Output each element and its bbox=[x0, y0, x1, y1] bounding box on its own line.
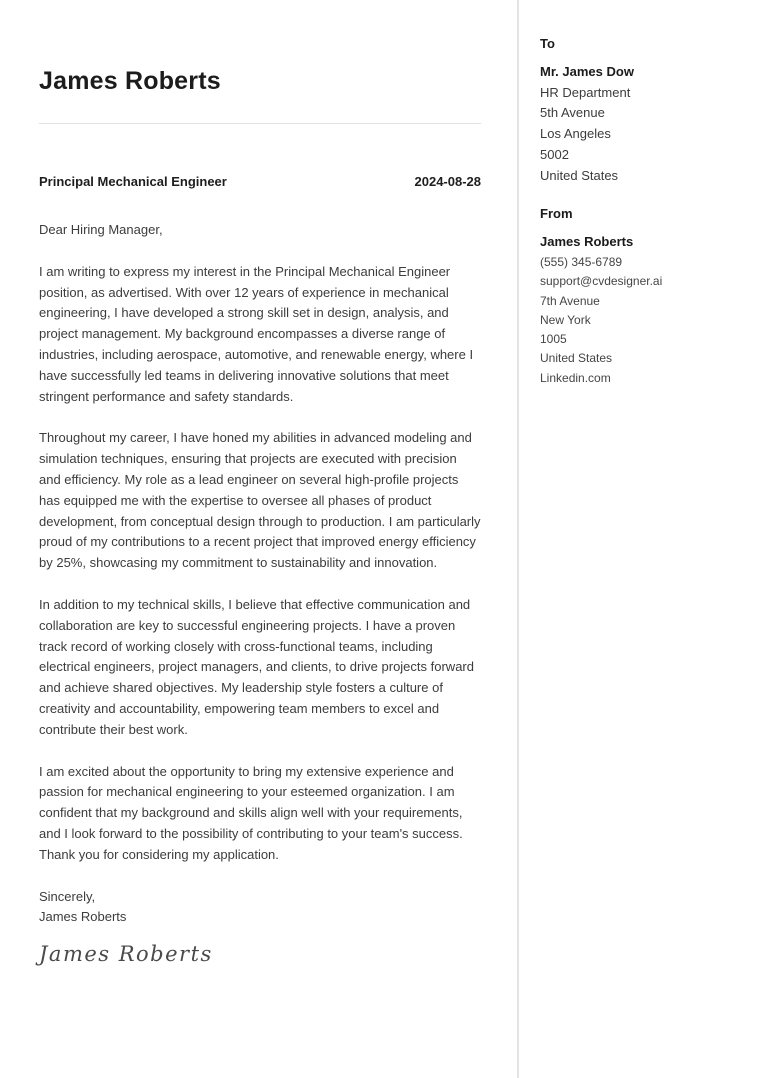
body-paragraph-3: In addition to my technical skills, I believe that effective communication and collaboration are key to successful engineering projects. I have a proven track record of working closely with cross-functional teams, including electrical engineers, project managers, and clients, to drive projects forward and achieve shared objectives. My leadership style fosters a culture of creativity and accountability, empowering team members to excel and contribute their best work. bbox=[39, 596, 474, 737]
header-divider bbox=[39, 123, 481, 124]
sender-section bbox=[540, 203, 755, 388]
letter-main bbox=[39, 0, 481, 966]
contact-sidebar bbox=[540, 33, 755, 388]
sender-postcode: 1005 bbox=[540, 332, 567, 347]
sidebar-divider bbox=[517, 0, 519, 1078]
to-label: To bbox=[540, 36, 555, 51]
meta-row bbox=[39, 171, 481, 192]
sender-city: New York bbox=[540, 312, 591, 327]
body-paragraph-1: I am writing to express my interest in the Principal Mechanical Engineer position, as advertised. With over 12 years of experience in mechanical engineering, I have developed a strong skill set in design, analysis, and project management. My background encompasses a diverse range of industries, including aerospace, automotive, and renewable energy, where I have successfully led teams in delivering innovative solutions that meet stringent performance and safety standards. bbox=[39, 263, 474, 404]
recipient-department: HR Department bbox=[540, 84, 631, 100]
recipient-name: Mr. James Dow bbox=[540, 64, 634, 79]
candidate-name: James Roberts bbox=[39, 67, 221, 95]
signature-script: James Roberts bbox=[39, 942, 213, 967]
sender-street: 7th Avenue bbox=[540, 293, 600, 308]
signed-name: James Roberts bbox=[39, 909, 127, 925]
recipient-country: United States bbox=[540, 167, 619, 183]
recipient-postcode: 5002 bbox=[540, 146, 569, 162]
body-paragraph-4: I am excited about the opportunity to bring my extensive experience and passion for mechanical engineering to your esteemed organization. I am confident that my background and skills align well with your requirements, and I look forward to the possibility of contributing to your team's success. Thank you for considering my application. bbox=[39, 763, 463, 862]
recipient-section bbox=[540, 33, 755, 186]
closing: Sincerely, bbox=[39, 888, 96, 904]
closing-block bbox=[39, 887, 481, 929]
sender-name: James Roberts bbox=[540, 234, 634, 250]
body-paragraph-2: Throughout my career, I have honed my abilities in advanced modeling and simulation techniques, ensuring that projects are executed with precision and efficiency. My role as a lead engineer on several high-profile projects has equipped me with the expertise to oversee all phases of product development, from conceptual design through to production. I am particularly proud of my contributions to a recent project that improved energy efficiency by 25%, showcasing my commitment to sustainability and innovation. bbox=[39, 430, 481, 571]
from-label: From bbox=[540, 206, 573, 222]
letter-date: 2024-08-28 bbox=[414, 174, 481, 189]
sender-phone: (555) 345-6789 bbox=[540, 254, 623, 269]
sender-email[interactable]: support@cvdesigner.ai bbox=[540, 274, 663, 289]
job-title: Principal Mechanical Engineer bbox=[39, 174, 227, 189]
recipient-city: Los Angeles bbox=[540, 126, 611, 142]
salutation: Dear Hiring Manager, bbox=[39, 222, 163, 237]
recipient-street: 5th Avenue bbox=[540, 105, 605, 121]
sender-country: United States bbox=[540, 351, 613, 366]
sender-linkedin-link[interactable]: Linkedin.com bbox=[540, 370, 611, 385]
